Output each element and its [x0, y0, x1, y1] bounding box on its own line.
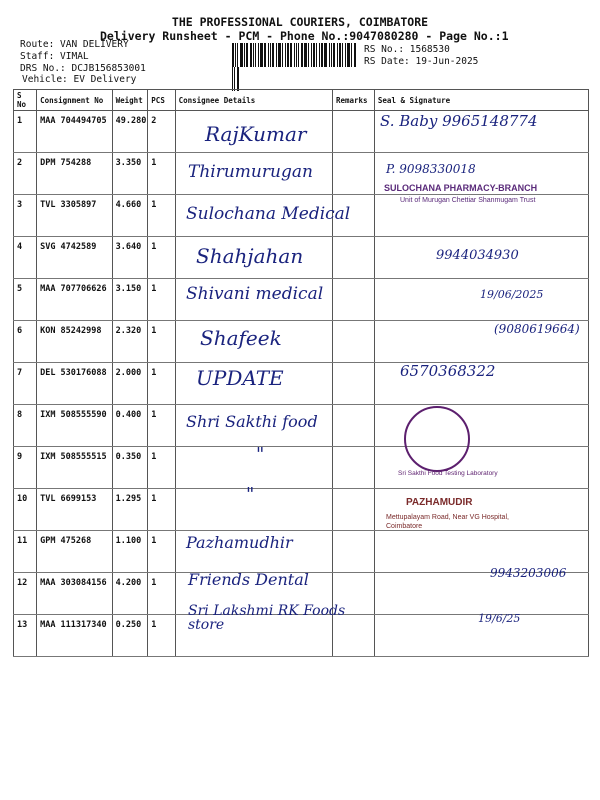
consignee-handwriting: UPDATE	[196, 366, 284, 390]
row-remarks	[332, 321, 374, 363]
barcode-bar	[308, 43, 309, 67]
barcode-bar	[282, 43, 283, 67]
barcode-bar	[331, 43, 332, 67]
food-lab-seal-text: Sri Sakthi Food Testing Laboratory	[398, 470, 498, 477]
barcode-bar	[237, 43, 238, 67]
row-sno: 12	[14, 573, 37, 615]
route-label: Route: VAN DELIVERY	[20, 39, 129, 50]
consignee-handwriting: Shahjahan	[196, 244, 304, 268]
row-weight: 4.660	[112, 195, 148, 237]
row-weight: 1.100	[112, 531, 148, 573]
row-remarks	[332, 363, 374, 405]
barcode-bar	[294, 43, 295, 67]
row-consignment-no: TVL 6699153	[37, 489, 113, 531]
col-header-remarks: Remarks	[332, 90, 374, 111]
row-weight: 2.000	[112, 363, 148, 405]
food-lab-seal	[404, 406, 470, 472]
barcode-bar	[244, 43, 245, 67]
barcode-bar	[287, 43, 289, 67]
row-sno: 5	[14, 279, 37, 321]
signature: 6570368322	[400, 362, 496, 380]
row-remarks	[332, 447, 374, 489]
signature: 9944034930	[436, 248, 519, 263]
row-consignment-no: IXM 508555590	[37, 405, 113, 447]
row-remarks	[332, 531, 374, 573]
row-consignee-details	[175, 447, 332, 489]
col-header-seal: Seal & Signature	[374, 90, 588, 111]
row-weight: 2.320	[112, 321, 148, 363]
row-sno: 7	[14, 363, 37, 405]
row-consignment-no: DPM 754288	[37, 153, 113, 195]
barcode-bar	[237, 67, 239, 91]
barcode-bar	[250, 43, 252, 67]
row-pcs: 1	[148, 279, 175, 321]
row-remarks	[332, 405, 374, 447]
row-consignment-no: MAA 111317340	[37, 615, 113, 657]
runsheet-subtitle: Delivery Runsheet - PCM - Phone No.:9047080280 - Page No.:1	[100, 29, 509, 43]
barcode-bar	[301, 43, 303, 67]
row-pcs: 1	[148, 405, 175, 447]
barcode-bar	[339, 43, 341, 67]
barcode-bar	[272, 43, 274, 67]
table-row	[14, 447, 589, 489]
company-title: THE PROFESSIONAL COURIERS, COIMBATORE	[171, 15, 429, 29]
row-consignment-no: MAA 704494705	[37, 111, 113, 153]
barcode-bar	[345, 43, 346, 67]
pharmacy-stamp: SULOCHANA PHARMACY-BRANCH	[384, 183, 538, 193]
barcode-bar	[296, 43, 297, 67]
row-consignment-no: DEL 530176088	[37, 363, 113, 405]
rs-date: RS Date: 19-Jun-2025	[364, 56, 479, 67]
staff-label: Staff: VIMAL	[20, 51, 89, 62]
signature: 9943203006	[490, 566, 567, 580]
pazhamudir-stamp-subtitle: Mettupalayam Road, Near VG Hospital, Coimbatore	[386, 514, 509, 530]
barcode-bar	[354, 43, 356, 67]
row-remarks	[332, 489, 374, 531]
col-header-pcs: PCS	[148, 90, 175, 111]
row-sno: 11	[14, 531, 37, 573]
consignee-handwriting: Sulochana Medical	[186, 204, 351, 224]
row-pcs: 1	[148, 195, 175, 237]
signature: 19/06/2025	[480, 288, 544, 301]
consignee-handwriting: RajKumar	[205, 122, 307, 146]
row-pcs: 1	[148, 489, 175, 531]
barcode-bar	[311, 43, 312, 67]
barcode-bar	[298, 43, 299, 67]
row-remarks	[332, 279, 374, 321]
row-sno: 1	[14, 111, 37, 153]
pazhamudir-stamp: PAZHAMUDIR	[406, 497, 473, 508]
barcode-bar	[351, 43, 352, 67]
barcode-bar	[240, 43, 243, 67]
barcode-bar	[337, 43, 338, 67]
barcode-bar	[316, 43, 317, 67]
consignee-handwriting: "	[256, 444, 265, 465]
barcode-bar	[313, 43, 315, 67]
row-weight: 0.250	[112, 615, 148, 657]
row-sno: 8	[14, 405, 37, 447]
row-weight: 3.150	[112, 279, 148, 321]
barcode-bar	[232, 43, 234, 67]
col-header-weight: Weight	[112, 90, 148, 111]
col-header-consignment: Consignment No	[37, 90, 113, 111]
row-sno: 10	[14, 489, 37, 531]
row-pcs: 1	[148, 237, 175, 279]
row-sno: 6	[14, 321, 37, 363]
barcode-bar	[253, 43, 254, 67]
vehicle-label: Vehicle: EV Delivery	[22, 74, 137, 85]
row-pcs: 1	[148, 615, 175, 657]
signature: S. Baby 9965148774	[380, 112, 538, 130]
row-weight: 0.350	[112, 447, 148, 489]
barcode-bar	[268, 43, 269, 67]
row-consignment-no: IXM 508555515	[37, 447, 113, 489]
barcode-bar	[255, 43, 256, 67]
barcode-bar	[278, 43, 281, 67]
row-consignment-no: TVL 3305897	[37, 195, 113, 237]
barcode	[232, 43, 358, 67]
pharmacy-stamp-subtitle: Unit of Murugan Chettiar Shanmugam Trust	[400, 197, 536, 204]
barcode-bar	[235, 43, 236, 67]
row-weight: 3.640	[112, 237, 148, 279]
consignee-handwriting: Friends Dental	[188, 570, 309, 589]
row-sno: 4	[14, 237, 37, 279]
table-row	[14, 363, 589, 405]
row-sno: 13	[14, 615, 37, 657]
barcode-bar	[232, 67, 233, 91]
col-header-consignee: Consignee Details	[175, 90, 332, 111]
signature: (9080619664)	[494, 322, 580, 336]
table-header-row	[14, 90, 589, 111]
barcode-bar	[270, 43, 271, 67]
row-remarks	[332, 237, 374, 279]
row-consignment-no: GPM 475268	[37, 531, 113, 573]
barcode-bar	[264, 43, 266, 67]
row-weight: 1.295	[112, 489, 148, 531]
row-weight: 4.200	[112, 573, 148, 615]
row-pcs: 1	[148, 363, 175, 405]
barcode-bar	[285, 43, 286, 67]
row-pcs: 1	[148, 573, 175, 615]
row-pcs: 2	[148, 111, 175, 153]
barcode-bar	[342, 43, 343, 67]
row-weight: 0.400	[112, 405, 148, 447]
row-weight: 49.280	[112, 111, 148, 153]
row-pcs: 1	[148, 531, 175, 573]
consignee-handwriting: Shri Sakthi food	[186, 412, 318, 431]
row-pcs: 1	[148, 447, 175, 489]
barcode-bar	[304, 43, 307, 67]
consignee-handwriting: Pazhamudhir	[186, 533, 293, 552]
barcode-bar	[276, 43, 277, 67]
barcode-bar	[319, 43, 320, 67]
signature: 19/6/25	[478, 612, 521, 625]
row-pcs: 1	[148, 321, 175, 363]
row-consignment-no: MAA 707706626	[37, 279, 113, 321]
drs-label: DRS No.: DCJB156853001	[20, 63, 146, 74]
barcode-bar	[333, 43, 335, 67]
signature: P. 9098330018	[386, 162, 476, 176]
barcode-bar	[321, 43, 323, 67]
row-pcs: 1	[148, 153, 175, 195]
row-consignment-no: KON 85242998	[37, 321, 113, 363]
row-remarks	[332, 111, 374, 153]
barcode-bar	[324, 43, 327, 67]
row-remarks	[332, 153, 374, 195]
barcode-bar	[258, 43, 259, 67]
rs-number: RS No.: 1568530	[364, 44, 450, 55]
consignee-handwriting: Thirumurugan	[188, 162, 313, 182]
barcode-bar	[347, 43, 350, 67]
consignee-handwriting: Shivani medical	[186, 284, 324, 304]
row-sno: 2	[14, 153, 37, 195]
barcode-bar	[246, 43, 248, 67]
col-header-sno: S No	[14, 90, 37, 111]
row-sno: 3	[14, 195, 37, 237]
consignee-handwriting: Shafeek	[200, 326, 282, 350]
barcode-bar	[290, 43, 292, 67]
row-consignment-no: MAA 303084156	[37, 573, 113, 615]
row-sno: 9	[14, 447, 37, 489]
barcode-bar	[260, 43, 263, 67]
row-weight: 3.350	[112, 153, 148, 195]
barcode-bar	[234, 67, 235, 91]
row-consignment-no: SVG 4742589	[37, 237, 113, 279]
barcode-bar	[329, 43, 330, 67]
consignee-handwriting: Sri Lakshmi RK Foods store	[188, 603, 346, 633]
consignee-handwriting: "	[246, 484, 255, 505]
